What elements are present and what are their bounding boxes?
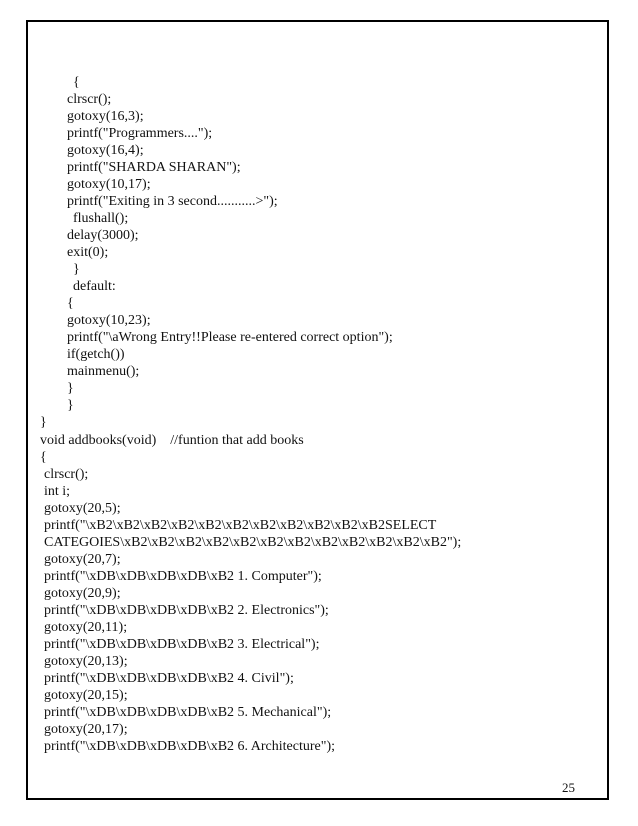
code-line: int i; xyxy=(44,484,71,499)
code-line: exit(0); xyxy=(67,245,109,260)
code-line: void addbooks(void) //funtion that add books xyxy=(40,433,304,448)
code-line: gotoxy(10,17); xyxy=(67,177,151,192)
page-frame xyxy=(26,20,609,800)
code-line: { xyxy=(40,450,47,465)
code-line: CATEGOIES\xB2\xB2\xB2\xB2\xB2\xB2\xB2\xB2\xB2\xB2\xB2\xB2"); xyxy=(44,535,462,550)
code-line: } xyxy=(40,415,47,430)
code-line: gotoxy(16,3); xyxy=(67,109,144,124)
code-line: default: xyxy=(73,279,116,294)
code-line: printf("\aWrong Entry!!Please re-entered correct option"); xyxy=(67,330,393,345)
code-line: clrscr(); xyxy=(44,467,89,482)
code-line: } xyxy=(67,381,74,396)
code-line: if(getch()) xyxy=(67,347,125,362)
code-line: gotoxy(20,5); xyxy=(44,501,121,516)
code-line: clrscr(); xyxy=(67,92,112,107)
code-line: printf("Exiting in 3 second...........>"); xyxy=(67,194,278,209)
code-line: printf("\xDB\xDB\xDB\xDB\xB2 4. Civil"); xyxy=(44,671,294,686)
code-line: flushall(); xyxy=(73,211,129,226)
code-line: printf("\xB2\xB2\xB2\xB2\xB2\xB2\xB2\xB2\xB2\xB2\xB2SELECT xyxy=(44,518,437,533)
code-line: } xyxy=(67,398,74,413)
code-line: gotoxy(20,17); xyxy=(44,722,128,737)
code-line: printf("\xDB\xDB\xDB\xDB\xB2 2. Electronics"); xyxy=(44,603,329,618)
code-line: gotoxy(20,7); xyxy=(44,552,121,567)
code-line: gotoxy(10,23); xyxy=(67,313,151,328)
code-line: printf("\xDB\xDB\xDB\xDB\xB2 5. Mechanical"); xyxy=(44,705,332,720)
code-line: } xyxy=(73,262,80,277)
code-line: gotoxy(20,13); xyxy=(44,654,128,669)
code-line: gotoxy(20,15); xyxy=(44,688,128,703)
code-line: mainmenu(); xyxy=(67,364,140,379)
code-line: printf("SHARDA SHARAN"); xyxy=(67,160,241,175)
code-line: printf("\xDB\xDB\xDB\xDB\xB2 6. Architecture"); xyxy=(44,739,336,754)
code-line: gotoxy(20,9); xyxy=(44,586,121,601)
code-line: { xyxy=(67,296,74,311)
code-line: delay(3000); xyxy=(67,228,139,243)
code-line: gotoxy(20,11); xyxy=(44,620,128,635)
code-line: printf("Programmers...."); xyxy=(67,126,213,141)
code-line: { xyxy=(73,75,80,90)
code-line: gotoxy(16,4); xyxy=(67,143,144,158)
page-number: 25 xyxy=(562,780,575,795)
code-line: printf("\xDB\xDB\xDB\xDB\xB2 1. Computer"); xyxy=(44,569,322,584)
code-line: printf("\xDB\xDB\xDB\xDB\xB2 3. Electrical"); xyxy=(44,637,320,652)
